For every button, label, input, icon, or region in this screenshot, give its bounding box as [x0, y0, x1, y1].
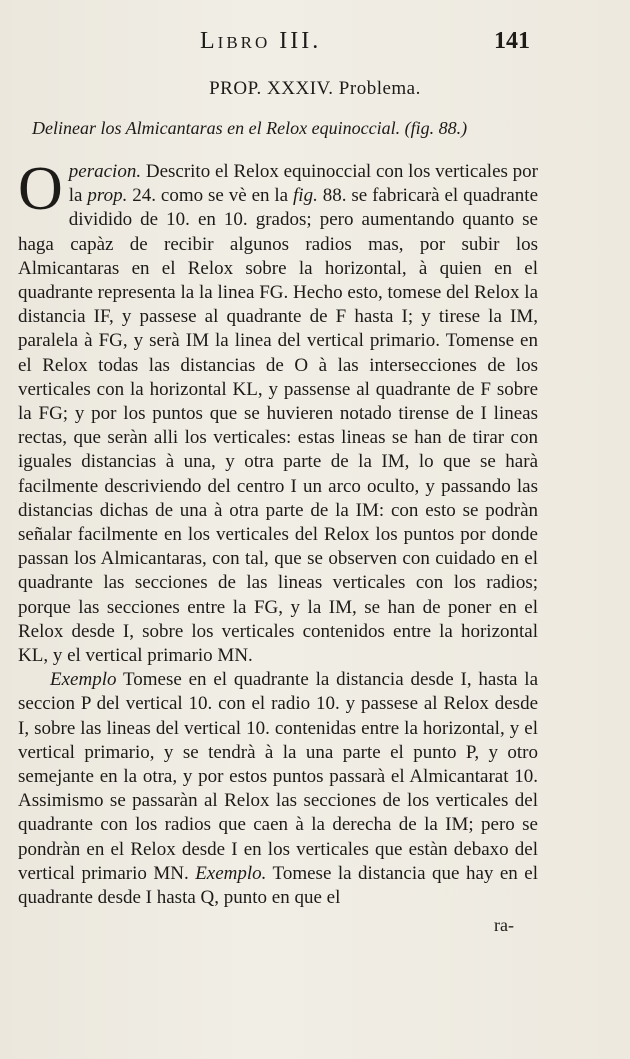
paragraph-operacion: [18, 155, 539, 668]
paragraph-exemplo: [18, 668, 538, 910]
proposition-title: PROP. XXXIV. Problema.: [209, 78, 421, 99]
lead-word: Exemplo: [50, 669, 117, 691]
page-header: [0, 28, 630, 58]
text-segment: 88. se fabricarà el quadrante dividido de 10. en 10. grados; pero aumentando quanto se haga capàz de recibir algunos radios mas, por subir los Almicantaras en el Relox sobre la horizontal, à quien en el quadrante representa la la linea FG. Hecho esto, tomese del Relox la distancia IF, y passese al quadrante de F hasta I; y tirese la IM, paralela à FG, y serà IM la linea del vertical primario. Tomense en el Relox todas las distancias de O à las intersecciones de los verticales con la horizontal KL, y passense al quadrante de F sobre la FG; y por los puntos que se huvieren notado tirense de I lineas rectas, que seràn alli los verticales: estas lineas se han de tirar con iguales distancias à una, y otra parte de la IM, lo que se harà facilmente descriviendo del centro I un arco oculto, y passando las distancias dichas de una à otra parte de la IM: con esto se podràn señalar facilmente en los verticales del Relox los puntos por donde passan los Almicantaras, con tal, que se observen con cuidado en el quadrante las secciones de las lineas verticales con los radios; porque las secciones entre la FG, y la IM, se han de poner en el Relox desde I, sobre los verticales contenidos entre la horizontal KL, y el vertical primario MN.: [18, 185, 539, 667]
italic-fig: fig.: [293, 185, 318, 207]
text-segment: 24. como se vè en la: [127, 185, 294, 207]
text-segment: Tomese la distancia que hay en el quadrante desde I hasta Q, punto en que el: [18, 862, 538, 909]
running-head: Libro III.: [200, 28, 322, 54]
text-segment: Tomese en el quadrante la distancia desde I, hasta la seccion P del vertical 10. con el radio 10. y passese al Relox desde I, sobre las lineas del vertical 10. contenidas entre la horizontal, y el vertical primario, y se tendrà à la una parte el punto P, y otro semejante en la otra, y por estos puntos passarà el Almicantarat 10. Assimismo se passaràn al Relox las secciones de los verticales del quadrante con los radios que caen à la derecha de la IM; pero se pondràn en el Relox desde I en los verticales que estàn debaxo del vertical primario MN.: [18, 669, 538, 884]
catchword: ra-: [494, 915, 514, 935]
lead-word: peracion.: [68, 161, 142, 182]
problem-statement: Delinear los Almicantaras en el Relox equinoccial. (fig. 88.): [32, 118, 468, 138]
body-text: [18, 155, 539, 910]
page-number: 141: [494, 28, 530, 54]
italic-exemplo: Exemplo.: [195, 862, 267, 884]
italic-prop: prop.: [87, 185, 128, 207]
drop-cap: O: [18, 155, 63, 223]
text-segment: Descrito el Relox equinoccial con los verticales por la: [68, 161, 538, 207]
